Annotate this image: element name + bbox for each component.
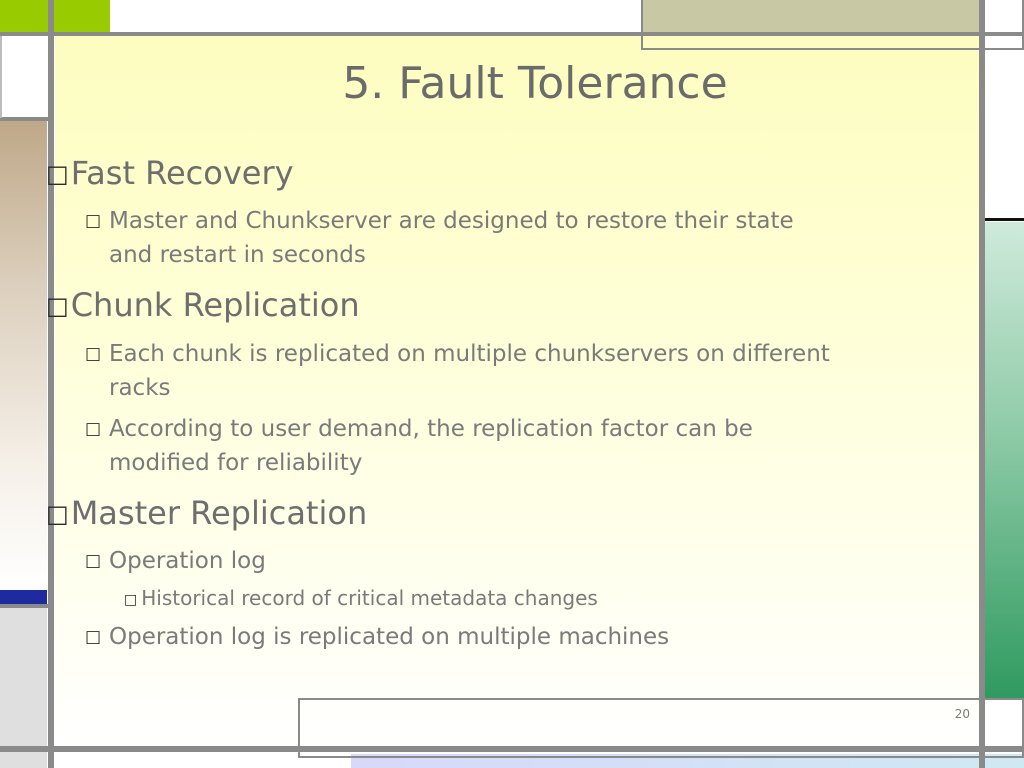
frame-outline-top-right	[641, 0, 1024, 50]
bullet-square-icon: □	[46, 500, 69, 528]
list-item-text-line: racks	[109, 375, 171, 401]
frame-line-right	[979, 0, 985, 768]
section-heading-text: Fast Recovery	[70, 154, 294, 192]
frame-outline-bottom	[298, 698, 1024, 758]
list-item-text-line: Operation log	[109, 548, 266, 574]
bullet-square-icon: □	[85, 211, 102, 231]
bullet-square-icon: □	[85, 627, 102, 647]
decor-blue-bar	[0, 590, 47, 604]
slide-title: 5. Fault Tolerance	[342, 58, 728, 109]
list-item-text-line: Each chunk is replicated on multiple chunkservers on different	[109, 341, 830, 367]
section-heading-master-replication	[46, 494, 367, 532]
bullet-square-icon: □	[46, 292, 69, 320]
bullet-square-icon: □	[85, 551, 102, 571]
list-item-text-line: According to user demand, the replication factor can be	[109, 416, 753, 442]
section-heading-fast-recovery	[46, 154, 294, 192]
list-item	[85, 337, 830, 405]
page-number: 20	[954, 707, 970, 721]
list-item-text-line: modified for reliability	[109, 450, 363, 476]
section-heading-text: Master Replication	[70, 494, 368, 532]
list-item	[85, 412, 753, 480]
sub-list-item	[124, 586, 598, 610]
bullet-square-icon: □	[85, 419, 102, 439]
bullet-square-icon: □	[124, 592, 138, 608]
list-item-text-line: and restart in seconds	[109, 242, 366, 268]
frame-line-left-lower	[0, 604, 48, 608]
list-item-text-line: Operation log is replicated on multiple machines	[109, 624, 670, 650]
decor-tan-bar	[0, 121, 47, 591]
list-item-text-line: Master and Chunkserver are designed to restore their state	[109, 208, 794, 234]
frame-line-left-upper	[0, 117, 48, 121]
list-item	[85, 204, 794, 272]
list-item	[85, 544, 266, 578]
section-heading-chunk-replication	[46, 286, 360, 324]
decor-teal-bar	[985, 222, 1024, 698]
decor-gray-bar	[0, 608, 47, 768]
bullet-square-icon: □	[85, 344, 102, 364]
frame-line-left	[48, 0, 54, 768]
list-item	[85, 620, 670, 654]
decor-green-bar	[0, 0, 110, 32]
frame-line-olive	[641, 33, 1024, 35]
bullet-square-icon: □	[46, 160, 69, 188]
section-heading-text: Chunk Replication	[70, 286, 360, 324]
frame-line-black	[985, 218, 1024, 221]
sub-list-item-text: Historical record of critical metadata changes	[141, 586, 598, 610]
